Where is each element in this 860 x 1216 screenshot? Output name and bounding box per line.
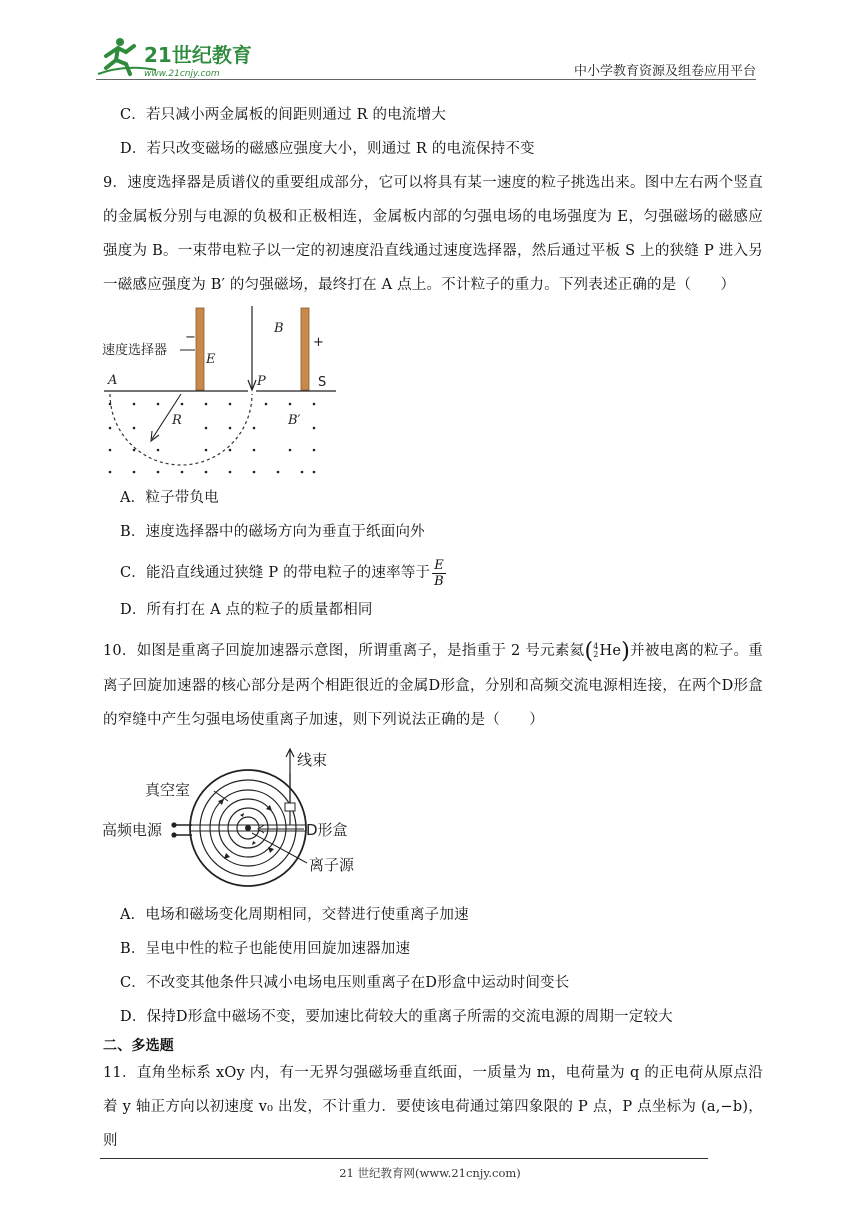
label-beam: 线束 bbox=[297, 751, 328, 769]
label-vacuum-chamber: 真空室 bbox=[145, 781, 191, 799]
he-atomic-number: 2 bbox=[593, 650, 599, 659]
logo bbox=[96, 34, 266, 80]
cyclotron-figure bbox=[100, 745, 370, 895]
q11-stem: 11．直角坐标系 xOy 内，有一无界匀强磁场垂直纸面，一质量为 m，电荷量为 q 的正电荷从原点沿着 y 轴正方向以初速度 v₀ 出发，不计重力．要使该电荷通过第四象限的 P 点，P 点坐标为 (a,−b)，则 bbox=[103, 1065, 763, 1149]
label-R: R bbox=[172, 413, 182, 428]
q9-option-a: A．粒子带负电 bbox=[120, 490, 219, 506]
label-d-box: D形盒 bbox=[306, 821, 348, 839]
label-S: S bbox=[318, 375, 327, 390]
q9-stem: 9．速度选择器是质谱仪的重要组成部分，它可以将具有某一速度的粒子挑选出来。图中左右两个竖直的金属板分别与电源的负极和正极相连，金属板内部的匀强电场的电场强度为 E，匀强磁场的磁感应强度为 B。一束带电粒子以一定的初速度沿直线通过速度选择器，然后通过平板 S 上的狭缝 P 进入另一磁感应强度为 B′ 的匀强磁场，最终打在 A 点上。不计粒子的重力。下列表述正确的是（ ） bbox=[103, 175, 763, 293]
positive-plate bbox=[301, 308, 309, 390]
q10-option-b: B．呈电中性的粒子也能使用回旋加速器加速 bbox=[120, 941, 411, 957]
q9-option-b: B．速度选择器中的磁场方向为垂直于纸面向外 bbox=[120, 524, 425, 540]
label-B-prime: B′ bbox=[288, 413, 301, 428]
helium-notation: ( 4 2 He) bbox=[584, 639, 630, 664]
label-P: P bbox=[257, 374, 266, 389]
logo-url: www.21cnjy.com bbox=[144, 69, 220, 79]
header-platform-text: 中小学教育资源及组卷应用平台 bbox=[573, 64, 756, 79]
footer-text: 21 世纪教育网(www.21cnjy.com) bbox=[339, 1166, 521, 1180]
header-divider bbox=[96, 79, 756, 80]
logo-text: 21世纪教育 bbox=[144, 43, 252, 67]
radius-arrow bbox=[151, 431, 159, 441]
ion-source-dot bbox=[245, 825, 251, 831]
velocity-selector-figure bbox=[100, 304, 340, 478]
q9-option-c bbox=[120, 556, 446, 590]
label-hf-source: 高频电源 bbox=[102, 821, 163, 839]
label-E: E bbox=[206, 352, 216, 367]
field-dots bbox=[109, 403, 316, 474]
q10-option-a: A．电场和磁场变化周期相同，交替进行使重离子加速 bbox=[120, 907, 469, 923]
fraction-E-over-B bbox=[432, 558, 446, 589]
q10-stem bbox=[103, 634, 763, 737]
section-title: 二、多选题 bbox=[103, 1038, 174, 1054]
q8-option-c: C．若只减小两金属板的间距则通过 R 的电流增大 bbox=[120, 107, 447, 123]
label-B: B bbox=[274, 321, 284, 336]
he-mass-number: 4 bbox=[593, 642, 599, 651]
he-symbol: He bbox=[599, 643, 622, 659]
q10-option-d: D．保持D形盒中磁场不变，要加速比荷较大的重离子所需的交流电源的周期一定较大 bbox=[120, 1009, 673, 1025]
q10-stem-part1: 10．如图是重离子回旋加速器示意图，所谓重离子，是指重于 2 号元素氦 bbox=[103, 643, 585, 659]
label-A: A bbox=[108, 373, 118, 388]
fraction-denominator: B bbox=[434, 573, 444, 589]
label-ion-source: 离子源 bbox=[309, 856, 355, 874]
q10-stem-part2: 并被电离的粒子。重离子回旋加速器的核心部分是两个相距很近的金属D形盒，分别和高频交流电源相连接，在两个D形盒的窄缝中产生匀强电场使重离子加速，则下列说法正确的是（ ） bbox=[103, 643, 763, 728]
label-plus: + bbox=[313, 335, 324, 350]
label-minus: − bbox=[185, 330, 196, 345]
q9-option-c-text: C．能沿直线通过狭缝 P 的带电粒子的速率等于 bbox=[120, 565, 431, 581]
q9-option-d: D．所有打在 A 点的粒子的质量都相同 bbox=[120, 602, 373, 618]
q10-option-c: C．不改变其他条件只减小电场电压则重离子在D形盒中运动时间变长 bbox=[120, 975, 570, 991]
negative-plate bbox=[196, 308, 204, 390]
fraction-numerator: E bbox=[432, 558, 446, 574]
footer-divider bbox=[100, 1158, 708, 1159]
label-velocity-selector: 速度选择器 bbox=[102, 343, 168, 358]
q8-option-d: D．若只改变磁场的磁感应强度大小，则通过 R 的电流保持不变 bbox=[120, 141, 535, 157]
